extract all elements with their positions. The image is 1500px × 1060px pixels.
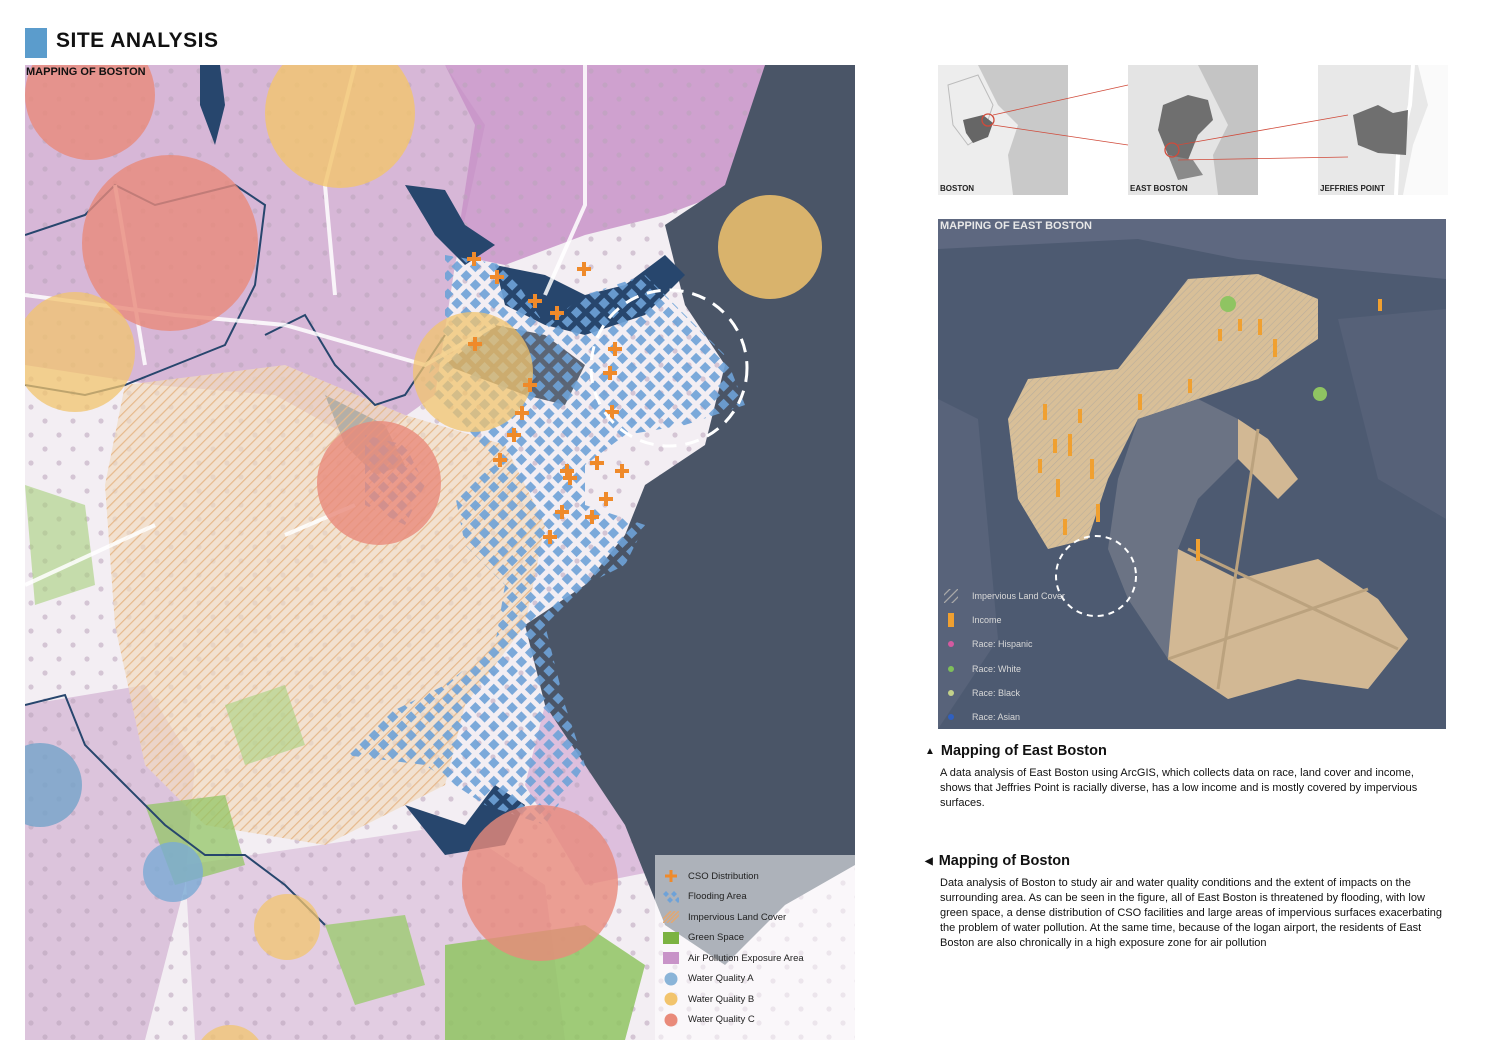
green-dot-icon: [944, 662, 958, 676]
zoom-connector-lines: [938, 65, 1448, 195]
legend-label: Income: [972, 615, 1002, 626]
legend-green: [663, 928, 848, 949]
section-heading-east-boston: [925, 743, 1107, 759]
red-circle-icon: [663, 1014, 679, 1026]
legend-label: Water Quality B: [688, 993, 755, 1005]
legend-label: Impervious Land Cover: [972, 591, 1066, 602]
boston-map-legend: [663, 866, 848, 1030]
legend-cso: [663, 866, 848, 887]
east-legend-impervious: [944, 584, 1065, 608]
section-body-east-boston: A data analysis of East Boston using ArcGIS, which collects data on race, land cover and income, shows that Jeffries Point is racially diverse, has a low income and is mostly covered by impervious surfaces.: [940, 767, 1418, 809]
diagonal-hatch-icon: [663, 911, 679, 923]
legend-label: Race: White: [972, 663, 1022, 674]
section-heading-text: Mapping of Boston: [938, 853, 1070, 869]
legend-air: [663, 948, 848, 969]
lime-dot-icon: [944, 686, 958, 700]
purple-swatch-icon: [663, 952, 679, 964]
legend-wq-c: [663, 1010, 848, 1031]
boston-map-title: MAPPING OF BOSTON: [26, 66, 146, 78]
orange-bar-icon: [944, 613, 958, 627]
section-heading-boston: [925, 853, 1070, 869]
legend-label: CSO Distribution: [688, 870, 759, 882]
legend-impervious: [663, 907, 848, 928]
thumbnail-label: EAST BOSTON: [1130, 184, 1188, 193]
thumbnail-label: JEFFRIES POINT: [1320, 184, 1385, 193]
east-legend-black: [944, 681, 1065, 705]
legend-label: Race: Hispanic: [972, 639, 1033, 650]
legend-wq-b: [663, 989, 848, 1010]
east-boston-map-title: MAPPING OF EAST BOSTON: [940, 220, 1092, 232]
legend-label: Water Quality A: [688, 973, 754, 985]
east-legend-income: [944, 608, 1065, 632]
blue-dot-icon: [944, 710, 958, 724]
east-legend-asian: [944, 705, 1065, 729]
orange-cross-icon: [663, 870, 679, 882]
legend-label: Flooding Area: [688, 891, 747, 903]
pink-dot-icon: [944, 637, 958, 651]
section-heading-text: Mapping of East Boston: [940, 743, 1107, 759]
title-accent-bar: [25, 28, 47, 58]
east-boston-legend: [944, 584, 1065, 729]
legend-label: Race: Asian: [972, 712, 1021, 723]
green-swatch-icon: [663, 932, 679, 944]
legend-label: Air Pollution Exposure Area: [688, 952, 804, 964]
legend-flood: [663, 887, 848, 908]
blue-circle-icon: [663, 973, 679, 985]
legend-label: Water Quality C: [688, 1014, 755, 1026]
triangle-up-icon: ▲: [925, 746, 935, 757]
section-body-boston: Data analysis of Boston to study air and water quality conditions and the extent of impacts on the surrounding area. As can be seen in the figure, all of East Boston is threatened by flooding, with low green space, a dense distribution of CSO facilities and large areas of impervious surfaces exacerbating the problem of water pollution. At the same time, because of the logan airport, the residents of East Boston are also chronically in a high exposure zone for air pollution: [940, 877, 1442, 949]
legend-wq-a: [663, 969, 848, 990]
blue-diamond-pattern-icon: [663, 891, 679, 903]
thumbnail-label: BOSTON: [940, 184, 975, 193]
legend-label: Green Space: [688, 932, 744, 944]
triangle-left-icon: ◀: [925, 856, 933, 867]
yellow-circle-icon: [663, 993, 679, 1005]
east-boston-map: [938, 219, 1446, 729]
east-legend-white: [944, 657, 1065, 681]
legend-label: Impervious Land Cover: [688, 911, 787, 923]
page-title: SITE ANALYSIS: [56, 29, 219, 52]
east-legend-hispanic: [944, 632, 1065, 656]
hatch-icon: [944, 589, 958, 603]
legend-label: Race: Black: [972, 687, 1021, 698]
